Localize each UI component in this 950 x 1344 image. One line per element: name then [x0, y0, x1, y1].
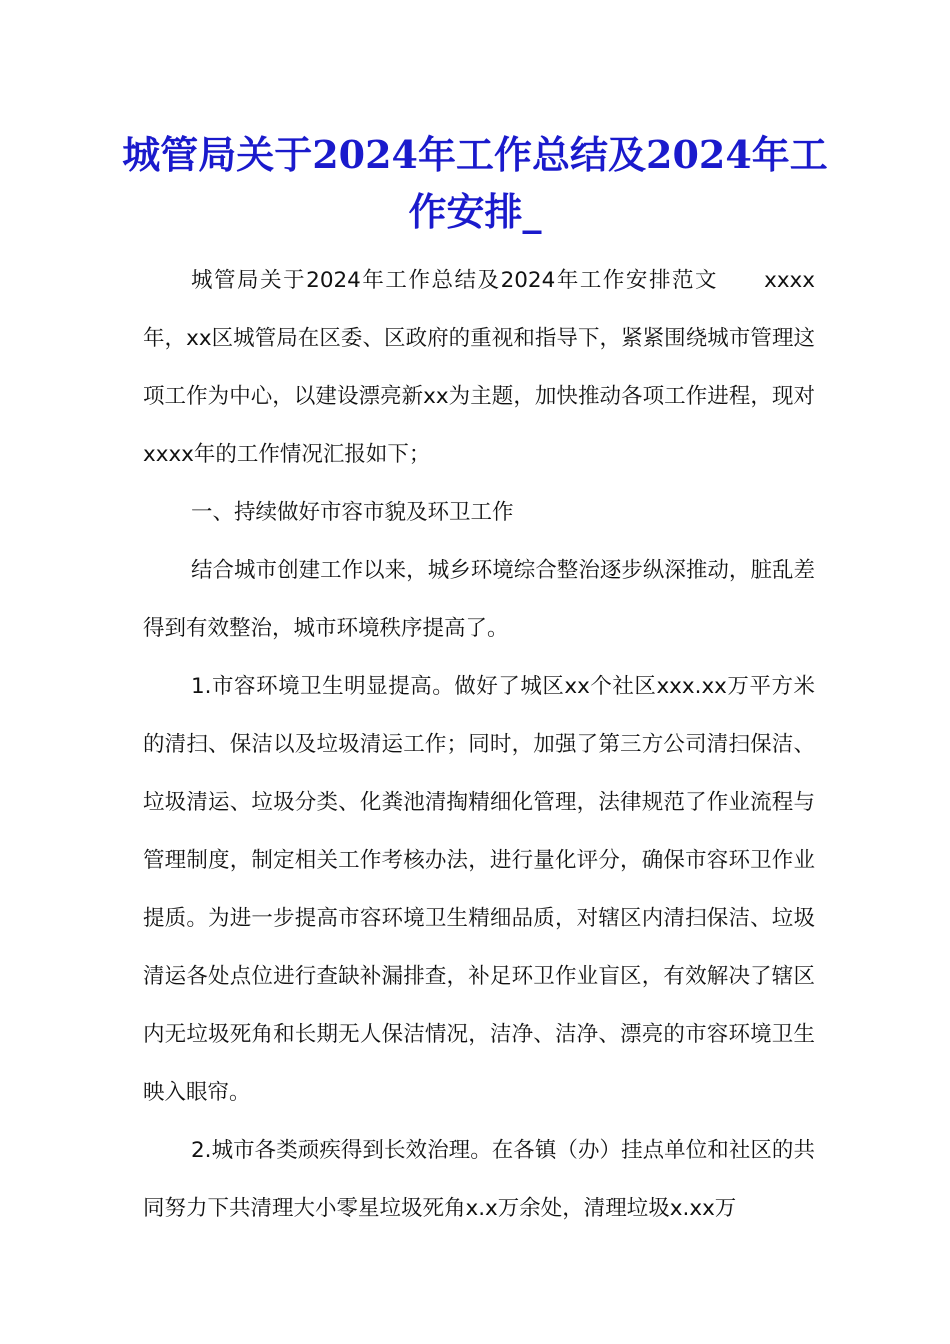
paragraph-section-1-summary: 结合城市创建工作以来，城乡环境综合整治逐步纵深推动，脏乱差得到有效整治，城市环境秩序提高了。: [143, 558, 815, 641]
paragraph-item-2: 2.城市各类顽疾得到长效治理。在各镇（办）挂点单位和社区的共同努力下共清理大小零星垃圾死角x.x万余处，清理垃圾x.xx万: [143, 1138, 815, 1221]
document-body: [143, 252, 815, 1238]
section-heading-1: 一、持续做好市容市貌及环卫工作: [191, 500, 514, 525]
document-title: 城管局关于2024年工作总结及2024年工作安排_: [122, 132, 828, 234]
paragraph-item-1: 1.市容环境卫生明显提高。做好了城区xx个社区xxx.xx万平方米的清扫、保洁以及垃圾清运工作；同时，加强了第三方公司清扫保洁、垃圾清运、垃圾分类、化粪池清掏精细化管理，法律规范了作业流程与管理制度，制定相关工作考核办法，进行量化评分，确保市容环卫作业提质。为进一步提高市容环境卫生精细品质，对辖区内清扫保洁、垃圾清运各处点位进行查缺补漏排查，补足环卫作业盲区，有效解决了辖区内无垃圾死角和长期无人保洁情况，洁净、洁净、漂亮的市容环境卫生映入眼帘。: [143, 674, 815, 1105]
paragraph-intro: 城管局关于2024年工作总结及2024年工作安排范文 xxxx年，xx区城管局在区委、区政府的重视和指导下，紧紧围绕城市管理这项工作为中心，以建设漂亮新xx为主题，加快推动各项工作进程，现对xxxx年的工作情况汇报如下；: [143, 268, 815, 467]
